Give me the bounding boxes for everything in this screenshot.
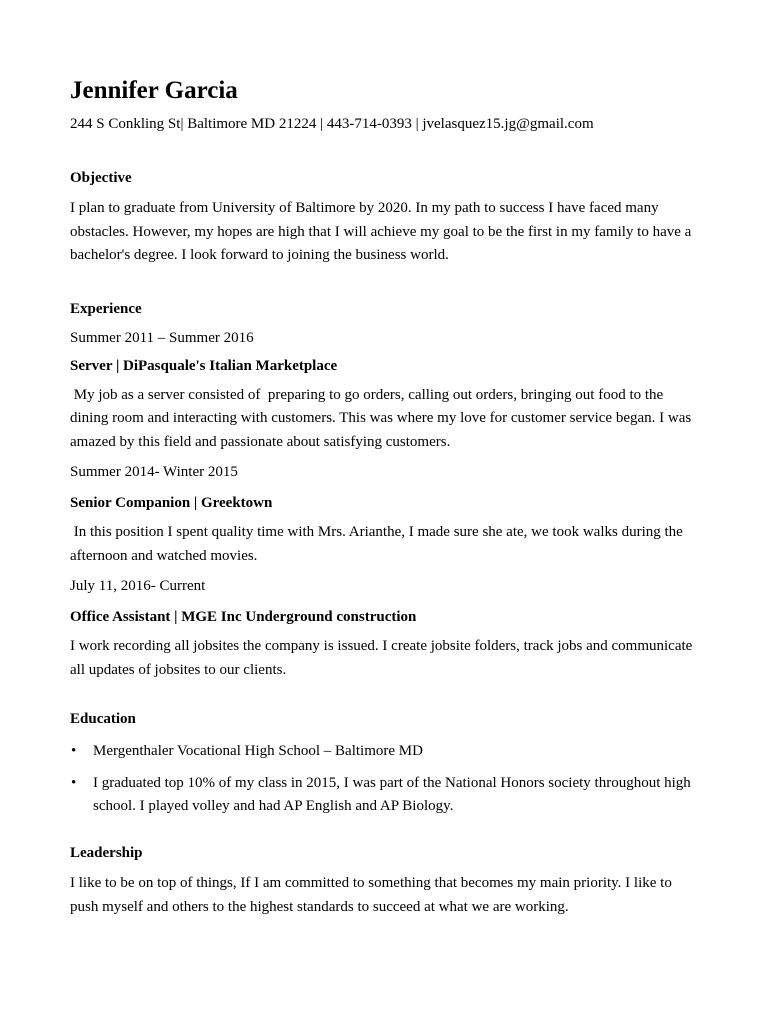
list-item xyxy=(70,740,702,763)
job-description: I work recording all jobsites the company is issued. I create jobsite folders, track jobs and communicate all updates of jobsites to our clients. xyxy=(70,638,693,678)
job-title: Senior Companion | Greektown xyxy=(70,495,273,511)
resume-name: Jennifer Garcia xyxy=(70,77,238,104)
leadership-text: I like to be on top of things, If I am committed to something that becomes my main priority. I like to push myself and others to the highest standards to succeed at what we are working. xyxy=(70,875,672,915)
contact-info: 244 S Conkling St| Baltimore MD 21224 | 443-714-0393 | jvelasquez15.jg@gmail.com xyxy=(70,116,594,132)
job-description: My job as a server consisted of preparing to go orders, calling out orders, bringing out food to the dining room and interacting with customers. This was where my love for customer service began. I was amazed by this field and passionate about satisfying customers. xyxy=(70,386,695,450)
list-item xyxy=(70,772,702,818)
education-section xyxy=(70,709,702,818)
education-item-text: I graduated top 10% of my class in 2015, I was part of the National Honors society throughout high school. I played volley and had AP English and AP Biology. xyxy=(93,775,691,814)
objective-section xyxy=(70,168,702,268)
job-entry xyxy=(70,462,702,568)
job-title: Server | DiPasquale's Italian Marketplace xyxy=(70,357,338,374)
job-dates: Summer 2011 – Summer 2016 xyxy=(70,329,254,346)
leadership-heading: Leadership xyxy=(70,845,143,861)
objective-heading: Objective xyxy=(70,170,132,186)
experience-heading: Experience xyxy=(70,300,142,317)
bullet-icon: • xyxy=(71,743,77,759)
bullet-icon: • xyxy=(71,775,77,791)
education-list xyxy=(70,740,702,818)
job-dates: Summer 2014- Winter 2015 xyxy=(70,464,238,480)
job-entry xyxy=(70,576,702,682)
job-entry xyxy=(70,328,702,455)
experience-section xyxy=(70,299,702,683)
objective-text: I plan to graduate from University of Baltimore by 2020. In my path to success I have faced many obstacles. However, my hopes are high that I will achieve my goal to be the first in my family to have a bachelor's degree. I look forward to joining the business world. xyxy=(70,200,692,263)
leadership-section xyxy=(70,843,702,919)
job-dates: July 11, 2016- Current xyxy=(70,578,206,594)
job-title: Office Assistant | MGE Inc Underground construction xyxy=(70,609,417,625)
education-heading: Education xyxy=(70,711,136,727)
job-description: In this position I spent quality time with Mrs. Arianthe, I made sure she ate, we took walks during the afternoon and watched movies. xyxy=(70,524,687,564)
education-item-text: Mergenthaler Vocational High School – Baltimore MD xyxy=(93,743,423,759)
